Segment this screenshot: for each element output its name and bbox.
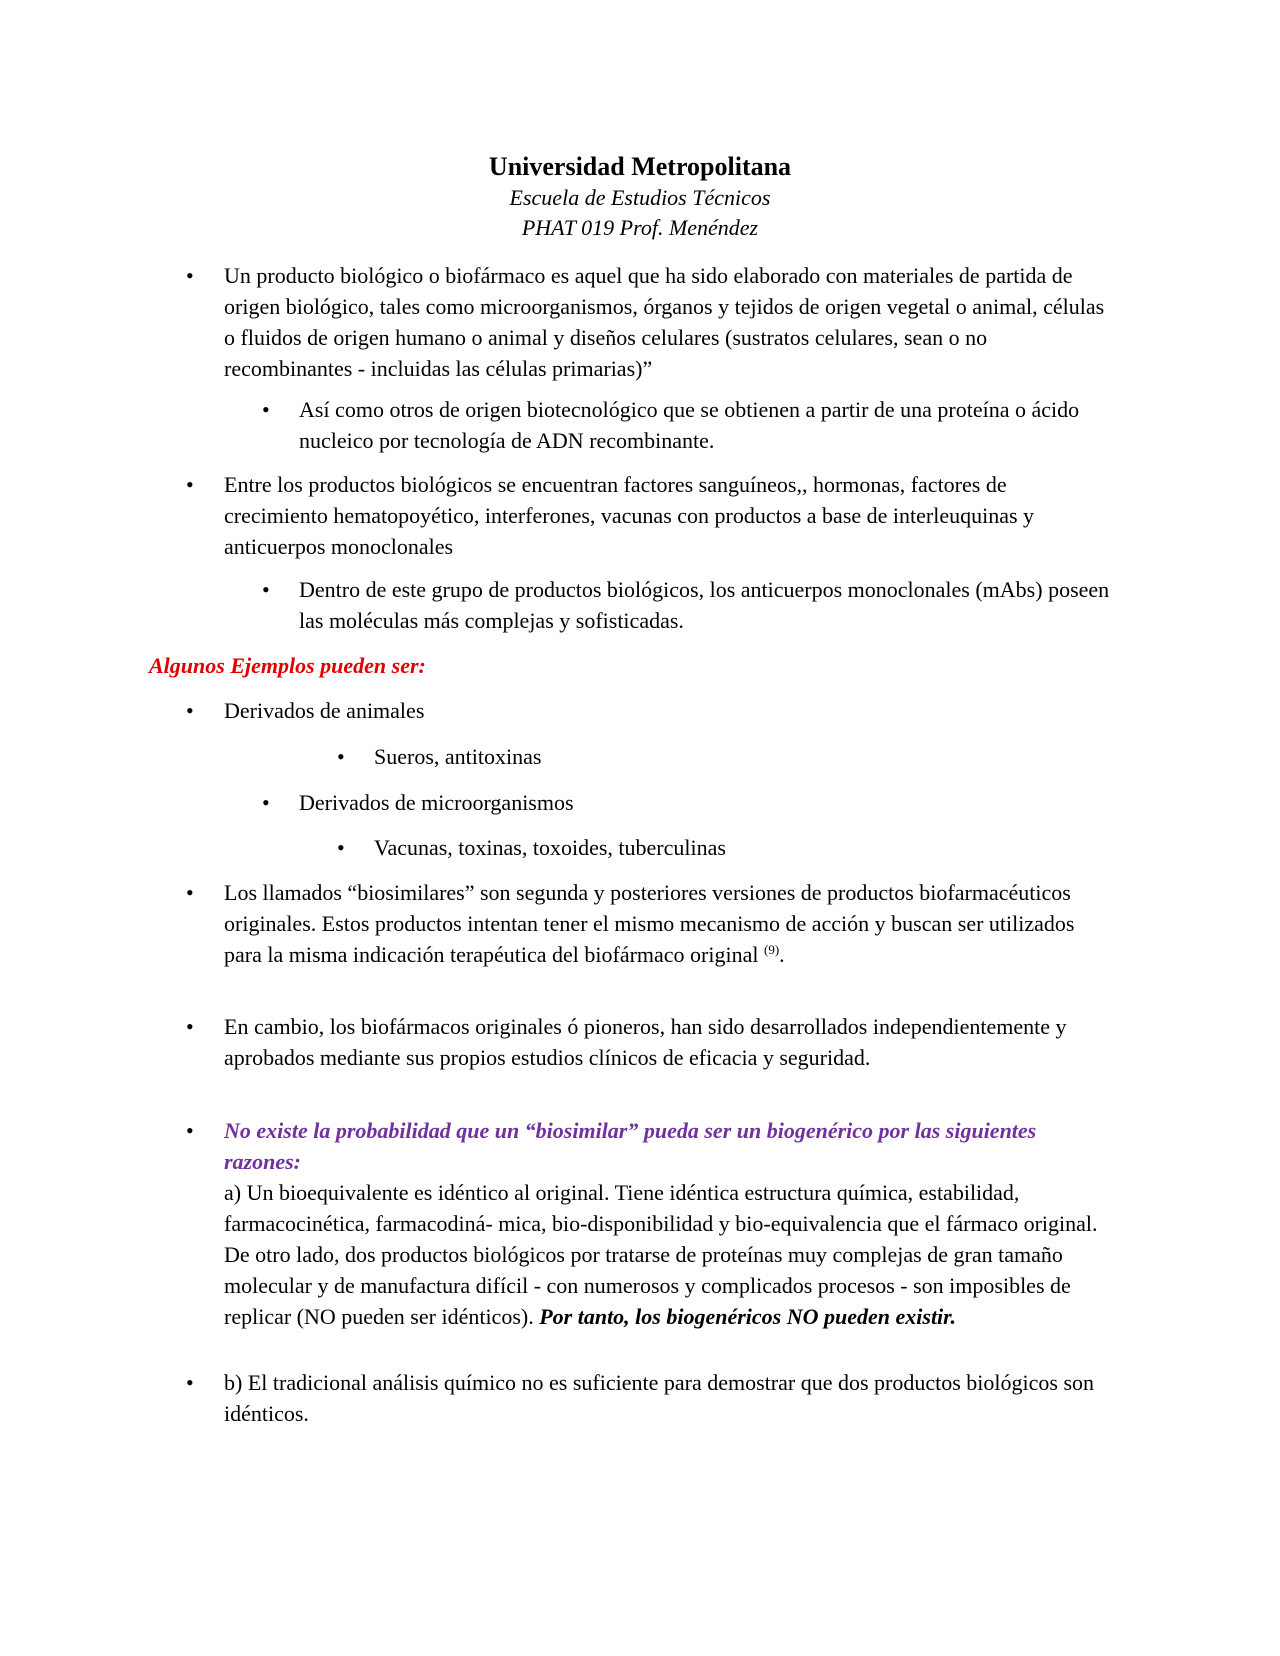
list-item: Dentro de este grupo de productos biológicos, los anticuerpos monoclonales (mAbs) poseen las moléculas más complejas y sofisticadas. xyxy=(299,577,1110,633)
bullet-icon: • xyxy=(262,790,270,815)
list-item xyxy=(224,1115,1114,1332)
bullet-icon: • xyxy=(262,577,270,602)
bullet-icon: • xyxy=(186,1014,194,1039)
bullet-icon: • xyxy=(186,472,194,497)
bullet-icon: • xyxy=(186,1370,194,1395)
examples-heading: Algunos Ejemplos pueden ser: xyxy=(149,653,426,678)
bullet-icon: • xyxy=(337,744,345,769)
emphasis-heading: No existe la probabilidad que un “biosimilar” pueda ser un biogenérico por las siguientes razones: xyxy=(224,1118,1037,1174)
list-item: Entre los productos biológicos se encuentran factores sanguíneos,, hormonas, factores de crecimiento hematopoyético, interferones, vacunas con productos a base de interleuquinas y anticuerpos monoclonales xyxy=(224,472,1035,559)
biosimilar-text: Los llamados “biosimilares” son segunda y posteriores versiones de productos biofarmacéuticos originales. Estos productos intentan tener el mismo mecanismo de acción y buscan ser utilizados para la misma indicación terapéutica del biofármaco original xyxy=(224,880,1075,967)
list-item: Derivados de microorganismos xyxy=(299,790,574,815)
list-item: Un producto biológico o biofármaco es aquel que ha sido elaborado con materiales de partida de origen biológico, tales como microorganismos, órganos y tejidos de origen vegetal o animal, células o fluidos de origen humano o animal y diseños celulares (sustratos celulares, sean o no recombinantes - incluidas las células primarias)” xyxy=(224,263,1105,381)
sentence-end: . xyxy=(779,942,785,967)
list-item: b) El tradicional análisis químico no es suficiente para demostrar que dos productos biológicos son idénticos. xyxy=(224,1370,1095,1426)
bullet-icon: • xyxy=(186,880,194,905)
list-item: Sueros, antitoxinas xyxy=(374,744,542,769)
course-info: PHAT 019 Prof. Menéndez xyxy=(521,215,759,240)
document-title: Universidad Metropolitana xyxy=(488,152,792,181)
reason-a xyxy=(224,1177,1114,1332)
reason-a-body: a) Un bioequivalente es idéntico al original. Tiene idéntica estructura química, estabilidad, farmacocinética, farmacodiná- mica, bio-disponibilidad y bio-equivalencia que el fármaco original. De otro lado, dos productos biológicos por tratarse de proteínas muy complejas de gran tamaño molecular y de manufactura difícil - con numerosos y complicados procesos - son imposibles de replicar (NO pueden ser idénticos). xyxy=(224,1180,1098,1329)
bullet-icon: • xyxy=(186,263,194,288)
reference-superscript: (9) xyxy=(764,942,780,957)
bullet-icon: • xyxy=(186,1118,194,1143)
school-name: Escuela de Estudios Técnicos xyxy=(509,185,771,210)
list-item: Derivados de animales xyxy=(224,698,425,723)
list-item: Así como otros de origen biotecnológico que se obtienen a partir de una proteína o ácido nucleico por tecnología de ADN recombinante. xyxy=(299,397,1080,453)
list-item: En cambio, los biofármacos originales ó pioneros, han sido desarrollados independientemente y aprobados mediante sus propios estudios clínicos de eficacia y seguridad. xyxy=(224,1014,1067,1070)
list-item: Vacunas, toxinas, toxoides, tuberculinas xyxy=(374,835,726,860)
list-item xyxy=(224,877,1114,970)
bullet-icon: • xyxy=(262,397,270,422)
bullet-icon: • xyxy=(186,698,194,723)
bullet-icon: • xyxy=(337,835,345,860)
conclusion-text: Por tanto, los biogenéricos NO pueden existir. xyxy=(539,1304,957,1329)
